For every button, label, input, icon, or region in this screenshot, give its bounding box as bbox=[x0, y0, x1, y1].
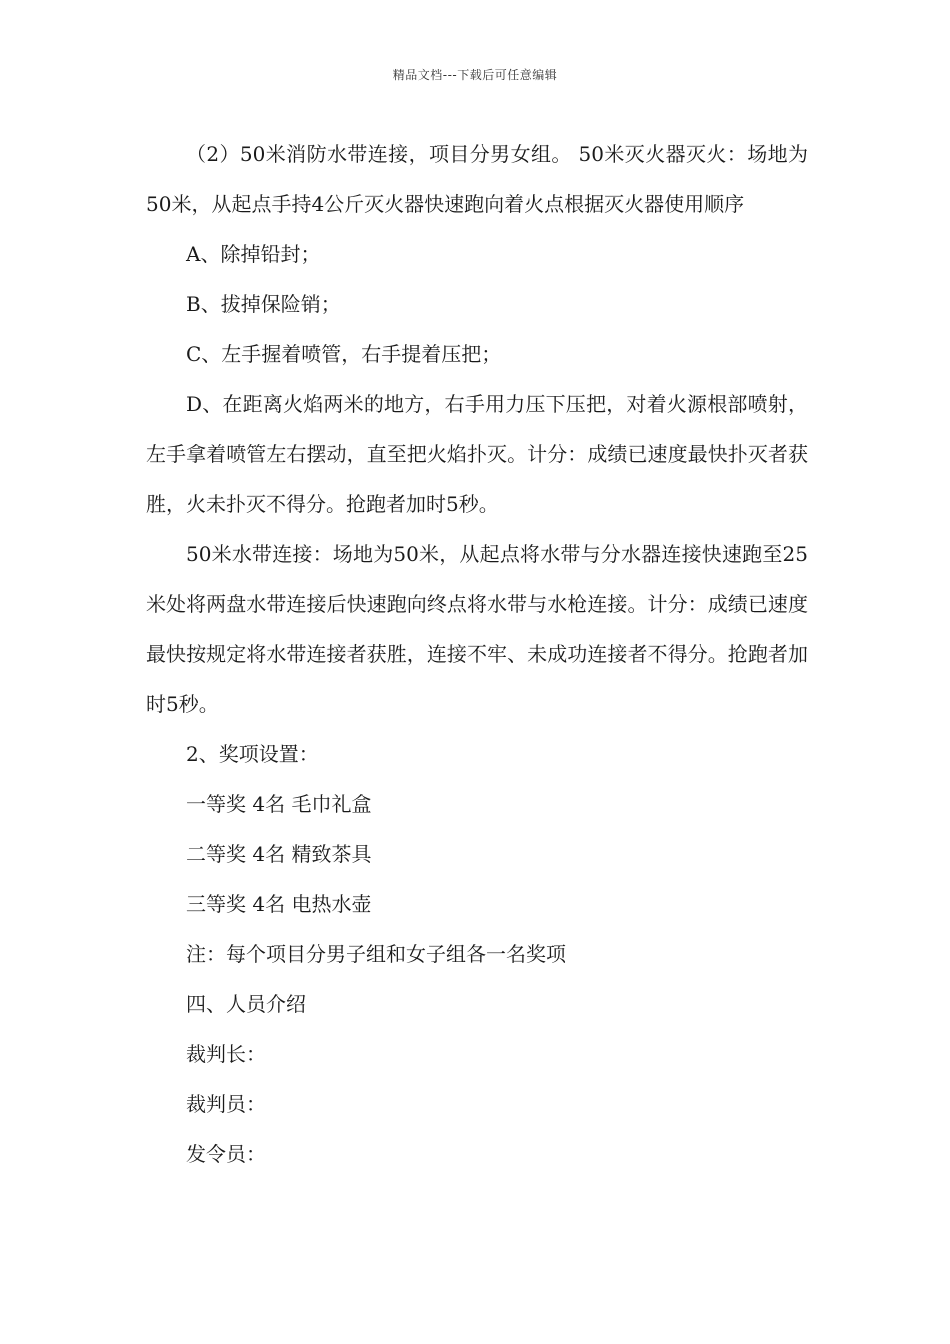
staff-starter: 发令员： bbox=[186, 1142, 266, 1166]
section-heading-staff: 四、人员介绍 bbox=[186, 992, 306, 1016]
section-heading-awards: 2、奖项设置： bbox=[186, 742, 319, 766]
paragraph-step-d: D、在距离火焰两米的地方，右手用力压下压把，对着火源根部喷射，左手拿着喷管左右摆动，直至把火焰扑灭。计分：成绩已速度最快扑灭者获胜，火未扑灭不得分。抢跑者加时5秒。 bbox=[146, 392, 808, 516]
award-first-prize: 一等奖 4名 毛巾礼盒 bbox=[186, 792, 372, 816]
paragraph-hose-connection: 50米水带连接：场地为50米，从起点将水带与分水器连接快速跑至25米处将两盘水带连接后快速跑向终点将水带与水枪连接。计分：成绩已速度最快按规定将水带连接者获胜，连接不牢、未成功连接者不得分。抢跑者加时5秒。 bbox=[146, 542, 808, 716]
document-body bbox=[146, 129, 808, 1179]
paragraph-step-a: A、除掉铅封； bbox=[186, 242, 321, 266]
award-note: 注：每个项目分男子组和女子组各一名奖项 bbox=[186, 942, 566, 966]
paragraph-step-c: C、左手握着喷管，右手提着压把； bbox=[186, 342, 502, 366]
staff-referee: 裁判员： bbox=[186, 1092, 266, 1116]
page-header: 精品文档---下载后可任意编辑 bbox=[392, 68, 558, 82]
paragraph-step-b: B、拔掉保险销； bbox=[186, 292, 341, 316]
paragraph-competition-intro: （2）50米消防水带连接，项目分男女组。 50米灭火器灭火：场地为50米，从起点手持4公斤灭火器快速跑向着火点根据灭火器使用顺序 bbox=[146, 142, 808, 216]
award-second-prize: 二等奖 4名 精致茶具 bbox=[186, 842, 372, 866]
award-third-prize: 三等奖 4名 电热水壶 bbox=[186, 892, 372, 916]
staff-chief-referee: 裁判长： bbox=[186, 1042, 266, 1066]
